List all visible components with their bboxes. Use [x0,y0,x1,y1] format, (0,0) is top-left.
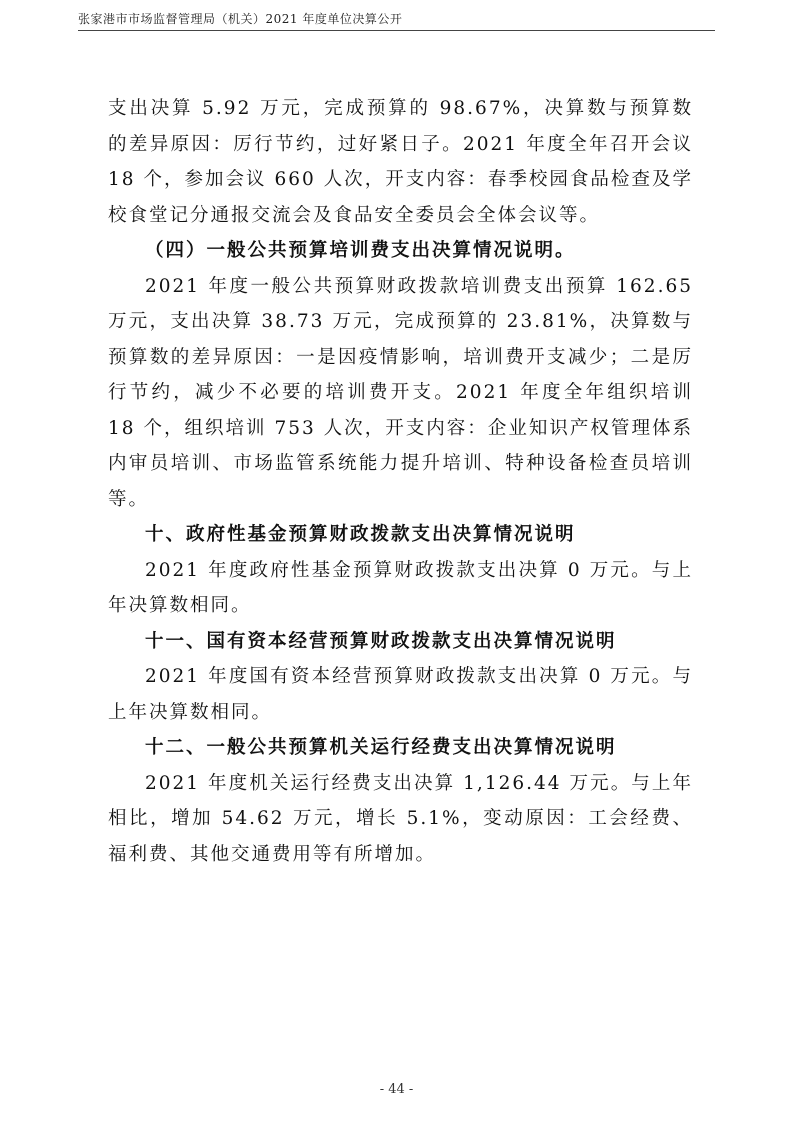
heading-operating-expenses: 十二、一般公共预算机关运行经费支出决算情况说明 [145,737,617,758]
paragraph-state-capital: 2021 年度国有资本经营预算财政拨款支出决算 0 万元。与上年决算数相同。 [108,666,693,723]
paragraph-training-expenses: 2021 年度一般公共预算财政拨款培训费支出预算 162.65 万元，支出决算 38.73 万元，完成预算的 23.81%，决算数与预算数的差异原因：一是因疫情影响，培训费开支减少；二是厉行节约，减少不必要的培训费开支。2021 年度全年组织培训 18 个，组织培训 753 人次，开支内容：企业知识产权管理体系内审员培训、市场监管系统能力提升培训、特种设备检查员培训等。 [108,275,693,510]
header-rule [78,30,715,31]
paragraph-operating-expenses: 2021 年度机关运行经费支出决算 1,126.44 万元。与上年相比，增加 54.62 万元，增长 5.1%，变动原因：工会经费、福利费、其他交通费用等有所增加。 [108,772,693,865]
paragraph-government-fund: 2021 年度政府性基金预算财政拨款支出决算 0 万元。与上年决算数相同。 [108,559,693,616]
paragraph-meeting-expenses: 支出决算 5.92 万元，完成预算的 98.67%，决算数与预算数的差异原因：厉行节约，过好紧日子。2021 年度全年召开会议 18 个，参加会议 660 人次，开支内容：春季校园食品检查及学校食堂记分通报交流会及食品安全委员会全体会议等。 [108,98,693,226]
heading-government-fund: 十、政府性基金预算财政拨款支出决算情况说明 [145,524,576,545]
document-body [108,91,693,872]
page-number: - 44 - [379,1082,414,1097]
heading-training-expenses: （四）一般公共预算培训费支出决算情况说明。 [145,240,576,261]
heading-state-capital: 十一、国有资本经营预算财政拨款支出决算情况说明 [145,630,617,652]
page-header: 张家港市市场监督管理局（机关）2021 年度单位决算公开 [78,12,403,26]
